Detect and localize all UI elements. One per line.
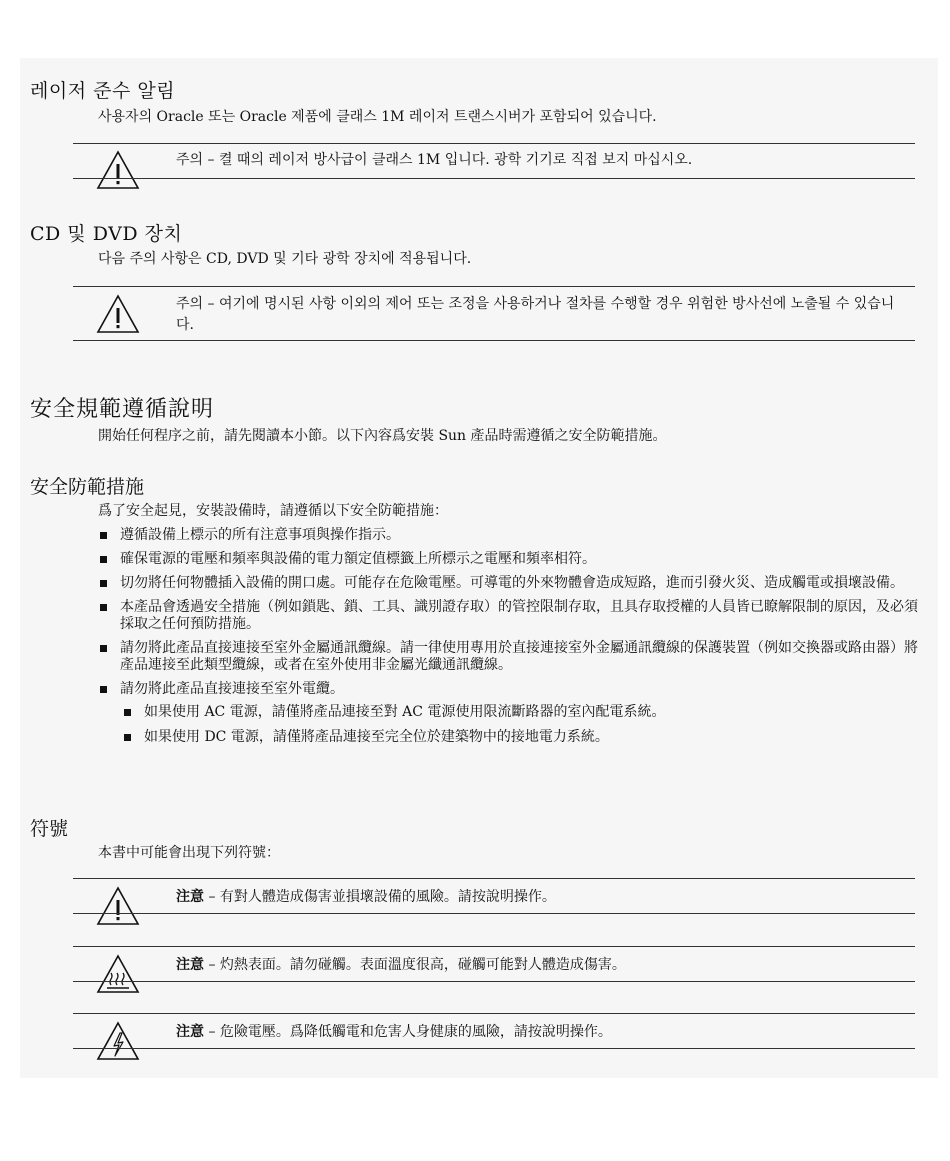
divider	[73, 178, 915, 179]
laser-caution: 주의 – 켤 때의 레이저 방사급이 클래스 1M 입니다. 광학 기기로 직접 보지 마십시오.	[176, 152, 693, 168]
safety-text: 開始任何程序之前，請先閱讀本小節。以下內容爲安裝 Sun 產品時需遵循之安全防範措施。	[98, 428, 667, 444]
symbol-notice-voltage: 注意 – 危險電壓。爲降低觸電和危害人身健康的風險，請按說明操作。	[176, 1024, 612, 1040]
divider	[73, 143, 915, 144]
exclamation-warning-icon	[96, 150, 140, 190]
symbol-notice-hot-surface: 注意 – 灼熱表面。請勿碰觸。表面溫度很高，碰觸可能對人體造成傷害。	[176, 957, 626, 973]
divider	[73, 946, 915, 947]
precautions-heading: 安全防範措施	[30, 476, 145, 498]
bullet-square-icon	[124, 709, 131, 716]
divider	[73, 1013, 915, 1014]
bullet-square-icon	[100, 580, 107, 587]
bullet-square-icon	[100, 645, 107, 652]
symbols-heading: 符號	[30, 818, 69, 840]
hot-surface-icon	[96, 954, 140, 994]
list-item: 遵循設備上標示的所有注意事項與操作指示。	[98, 527, 918, 544]
sub-list	[120, 704, 918, 746]
divider	[73, 286, 915, 287]
list-item: 確保電源的電壓和頻率與設備的電力額定值標籤上所標示之電壓和頻率相符。	[98, 551, 918, 568]
list-item: 切勿將任何物體插入設備的開口處。可能存在危險電壓。可導電的外來物體會造成短路，進而引發火災、造成觸電或損壞設備。	[98, 575, 918, 592]
symbols-intro: 本書中可能會出現下列符號：	[98, 845, 280, 861]
list-item: 請勿將此產品直接連接至室外電纜。 如果使用 AC 電源，請僅將產品連接至對 AC 電源使用限流斷路器的室內配電系統。 如果使用 DC 電源，請僅將產品連接至完全位於建築物中的接地電力系統。	[98, 681, 918, 746]
high-voltage-icon	[96, 1021, 140, 1061]
list-item: 請勿將此產品直接連接至室外金屬通訊纜線。請一律使用專用於直接連接室外金屬通訊纜線的保護裝置（例如交換器或路由器）將產品連接至此類型纜線，或者在室外使用非金屬光纖通訊纜線。	[98, 640, 918, 674]
divider	[73, 340, 915, 341]
precautions-list	[98, 527, 918, 754]
bullet-square-icon	[100, 604, 107, 611]
cddvd-caution: 주의 – 여기에 명시된 사항 이외의 제어 또는 조정을 사용하거나 절차를 수행할 경우 위험한 방사선에 노출될 수 있습니다.	[176, 296, 895, 333]
safety-heading: 安全規範遵循說明	[30, 397, 215, 422]
divider	[73, 1048, 915, 1049]
divider	[73, 981, 915, 982]
precautions-intro: 爲了安全起見，安裝設備時，請遵循以下安全防範措施：	[98, 503, 448, 519]
bullet-square-icon	[124, 734, 131, 741]
list-item: 本產品會透過安全措施（例如鎖匙、鎖、工具、識別證存取）的管控限制存取，且具存取授權的人員皆已瞭解限制的原因，及必須採取之任何預防措施。	[98, 599, 918, 633]
sub-list-item: 如果使用 AC 電源，請僅將產品連接至對 AC 電源使用限流斷路器的室內配電系統。	[120, 704, 918, 721]
sub-list-item: 如果使用 DC 電源，請僅將產品連接至完全位於建築物中的接地電力系統。	[120, 729, 918, 746]
bullet-square-icon	[100, 532, 107, 539]
symbol-notice-hazard: 注意 – 有對人體造成傷害並損壞設備的風險。請按說明操作。	[176, 889, 556, 905]
divider	[73, 913, 915, 914]
divider	[73, 878, 915, 879]
cddvd-heading: CD 및 DVD 장치	[30, 223, 183, 245]
exclamation-warning-icon	[96, 294, 140, 334]
laser-heading: 레이저 준수 알림	[30, 80, 176, 102]
cddvd-text: 다음 주의 사항은 CD, DVD 및 기타 광학 장치에 적용됩니다.	[98, 251, 472, 267]
bullet-square-icon	[100, 686, 107, 693]
exclamation-warning-icon	[96, 886, 140, 926]
laser-text: 사용자의 Oracle 또는 Oracle 제품에 클래스 1M 레이저 트랜스시버가 포함되어 있습니다.	[98, 109, 657, 125]
bullet-square-icon	[100, 556, 107, 563]
